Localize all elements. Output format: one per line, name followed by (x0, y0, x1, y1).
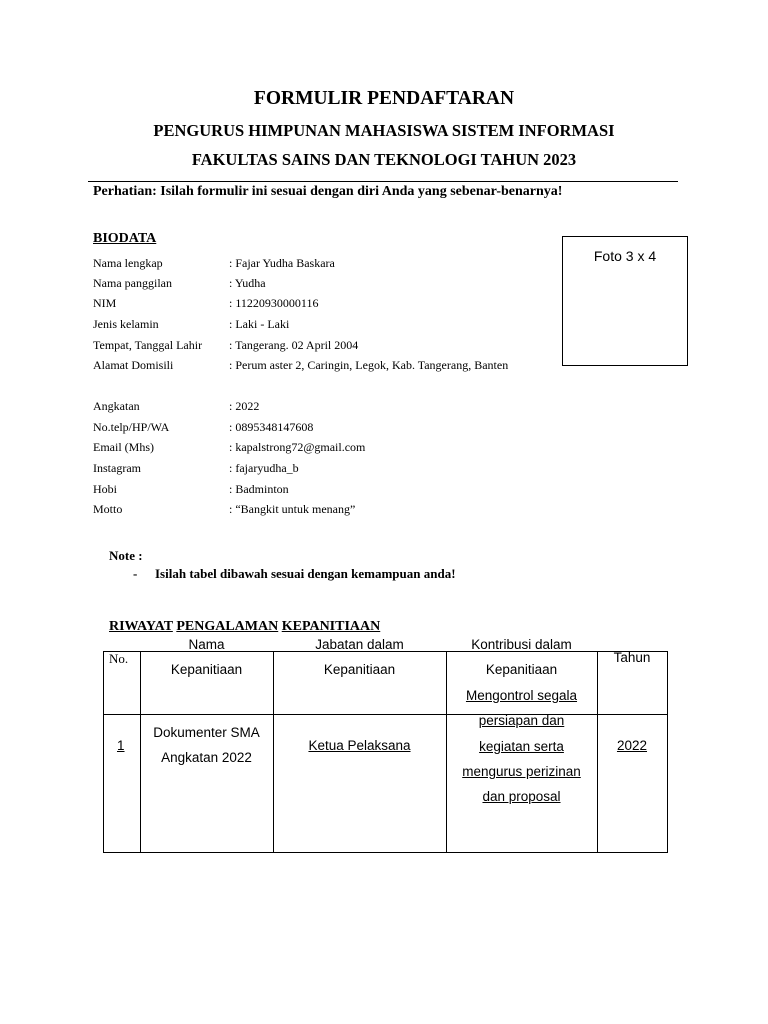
cell-nama-line1: Dokumenter SMA (153, 725, 260, 740)
cell-kontribusi-line3: kegiatan serta (479, 739, 564, 754)
biodata-value: : Perum aster 2, Caringin, Legok, Kab. Tangerang, Banten (229, 358, 509, 372)
header-nama-line1: Nama (188, 637, 225, 652)
biodata-label: Jenis kelamin (93, 317, 159, 331)
biodata-label: Angkatan (93, 399, 140, 413)
biodata-label: Instagram (93, 461, 141, 475)
cell-kontribusi-line1: Mengontrol segala (465, 688, 578, 703)
biodata-value: : 0895348147608 (229, 420, 314, 434)
biodata-value: : Tangerang. 02 April 2004 (229, 338, 359, 352)
header-jabatan-line1: Jabatan dalam (315, 637, 404, 652)
biodata-label: Email (Mhs) (93, 440, 154, 454)
riwayat-heading-word: PENGALAMAN (176, 619, 279, 634)
biodata-value: : fajaryudha_b (229, 461, 299, 475)
cell-jabatan: Ketua Pelaksana (308, 738, 411, 753)
biodata-value: : 2022 (229, 399, 260, 413)
notice-text: Perhatian: Isilah formulir ini sesuai dengan diri Anda yang sebenar-benarnya! (93, 184, 563, 199)
biodata-value: : Yudha (229, 276, 266, 290)
header-jabatan-line2: Kepanitiaan (323, 662, 396, 677)
table-col-divider (667, 651, 668, 853)
note-text: Isilah tabel dibawah sesuai dengan kemampuan anda! (155, 566, 456, 581)
biodata-value: : Badminton (229, 482, 289, 496)
cell-kontribusi-line4: mengurus perizinan (462, 764, 581, 779)
photo-label: Foto 3 x 4 (593, 248, 657, 264)
note-heading: Note : (109, 548, 143, 563)
biodata-label: Tempat, Tanggal Lahir (93, 338, 203, 352)
header-nama-line2: Kepanitiaan (170, 662, 243, 677)
biodata-label: Nama lengkap (93, 256, 163, 270)
riwayat-heading (109, 619, 380, 635)
header-divider (88, 181, 678, 182)
cell-nama-line2: Angkatan 2022 (161, 750, 252, 765)
biodata-value: : Fajar Yudha Baskara (229, 256, 335, 270)
cell-kontribusi-line2: persiapan dan (478, 713, 565, 728)
header-kontribusi-line2: Kepanitiaan (485, 662, 558, 677)
cell-no: 1 (117, 738, 125, 753)
riwayat-heading-word: RIWAYAT (109, 619, 173, 634)
biodata-value: : kapalstrong72@gmail.com (229, 440, 366, 454)
biodata-value: : “Bangkit untuk menang” (229, 502, 356, 516)
photo-box (562, 236, 688, 366)
biodata-label: Motto (93, 502, 123, 516)
note-bullet: - (133, 566, 138, 581)
cell-tahun: 2022 (616, 738, 648, 753)
biodata-label: Alamat Domisili (93, 358, 174, 372)
biodata-value: : Laki - Laki (229, 317, 290, 331)
table-col-divider (103, 651, 104, 853)
biodata-label: Nama panggilan (93, 276, 172, 290)
biodata-label: No.telp/HP/WA (93, 420, 170, 434)
header-tahun: Tahun (613, 650, 651, 665)
biodata-label: Hobi (93, 482, 117, 496)
biodata-heading: BIODATA (93, 231, 157, 246)
form-subtitle-org: PENGURUS HIMPUNAN MAHASISWA SISTEM INFORMASI (153, 121, 615, 140)
riwayat-heading-word: KEPANITIAAN (281, 619, 381, 634)
biodata-value: : 11220930000116 (229, 296, 319, 310)
form-title: FORMULIR PENDAFTARAN (253, 88, 515, 109)
table-border-bottom (103, 852, 668, 853)
header-no: No. (109, 651, 129, 666)
cell-kontribusi-line5: dan proposal (482, 789, 561, 804)
biodata-label: NIM (93, 296, 117, 310)
header-kontribusi-line1: Kontribusi dalam (471, 637, 572, 652)
form-subtitle-faculty: FAKULTAS SAINS DAN TEKNOLOGI TAHUN 2023 (191, 150, 577, 169)
